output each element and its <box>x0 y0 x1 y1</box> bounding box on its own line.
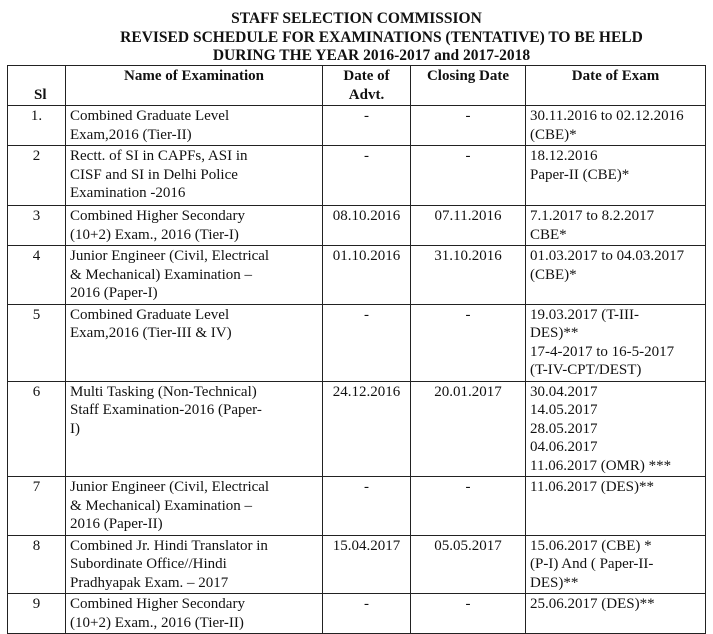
table-row <box>8 146 706 206</box>
doc-subtitle: REVISED SCHEDULE FOR EXAMINATIONS (TENTATIVE) TO BE HELD <box>120 29 643 46</box>
cell-closing: 20.01.2017 <box>411 381 526 477</box>
doc-subtitle-year: DURING THE YEAR 2016-2017 and 2017-2018 <box>212 47 531 64</box>
cell-name: Rectt. of SI in CAPFs, ASI in CISF and SI in Delhi Police Examination -2016 <box>66 146 323 206</box>
header-advt: Date of Advt. <box>323 66 411 106</box>
cell-exam: 11.06.2017 (DES)** <box>526 477 706 536</box>
cell-name: Combined Graduate Level Exam,2016 (Tier-III & IV) <box>66 304 323 381</box>
table-row <box>8 477 706 536</box>
cell-closing: 05.05.2017 <box>411 535 526 594</box>
cell-advt: - <box>323 304 411 381</box>
cell-advt: - <box>323 477 411 536</box>
cell-sl: 4 <box>8 246 66 305</box>
table-row <box>8 246 706 305</box>
header-closing: Closing Date <box>411 66 526 106</box>
cell-sl: 5 <box>8 304 66 381</box>
table-row <box>8 535 706 594</box>
cell-sl: 2 <box>8 146 66 206</box>
cell-advt: 15.04.2017 <box>323 535 411 594</box>
cell-closing: - <box>411 106 526 146</box>
cell-sl: 3 <box>8 206 66 246</box>
table-row <box>8 381 706 477</box>
header-name: Name of Examination <box>66 66 323 106</box>
cell-exam: 25.06.2017 (DES)** <box>526 594 706 634</box>
cell-exam: 15.06.2017 (CBE) * (P-I) And ( Paper-II- DES)** <box>526 535 706 594</box>
cell-exam: 19.03.2017 (T-III- DES)** 17-4-2017 to 16-5-2017 (T-IV-CPT/DEST) <box>526 304 706 381</box>
cell-sl: 1. <box>8 106 66 146</box>
cell-name: Combined Higher Secondary (10+2) Exam., 2016 (Tier-I) <box>66 206 323 246</box>
cell-name: Combined Higher Secondary (10+2) Exam., 2016 (Tier-II) <box>66 594 323 634</box>
cell-sl: 9 <box>8 594 66 634</box>
header-exam: Date of Exam <box>526 66 706 106</box>
cell-name: Combined Jr. Hindi Translator in Subordinate Office//Hindi Pradhyapak Exam. – 2017 <box>66 535 323 594</box>
cell-exam: 18.12.2016 Paper-II (CBE)* <box>526 146 706 206</box>
cell-closing: 07.11.2016 <box>411 206 526 246</box>
cell-name: Junior Engineer (Civil, Electrical & Mechanical) Examination – 2016 (Paper-I) <box>66 246 323 305</box>
cell-exam: 30.04.2017 14.05.2017 28.05.2017 04.06.2017 11.06.2017 (OMR) *** <box>526 381 706 477</box>
cell-name: Combined Graduate Level Exam,2016 (Tier-II) <box>66 106 323 146</box>
cell-advt: - <box>323 594 411 634</box>
cell-sl: 6 <box>8 381 66 477</box>
cell-closing: 31.10.2016 <box>411 246 526 305</box>
cell-closing: - <box>411 594 526 634</box>
cell-exam: 30.11.2016 to 02.12.2016 (CBE)* <box>526 106 706 146</box>
table-header-row <box>8 66 706 106</box>
table-row <box>8 304 706 381</box>
cell-exam: 7.1.2017 to 8.2.2017 CBE* <box>526 206 706 246</box>
cell-name: Junior Engineer (Civil, Electrical & Mechanical) Examination – 2016 (Paper-II) <box>66 477 323 536</box>
table-row <box>8 594 706 634</box>
cell-advt: 08.10.2016 <box>323 206 411 246</box>
cell-closing: - <box>411 146 526 206</box>
doc-title: STAFF SELECTION COMMISSION <box>231 10 482 27</box>
cell-exam: 01.03.2017 to 04.03.2017 (CBE)* <box>526 246 706 305</box>
cell-sl: 7 <box>8 477 66 536</box>
cell-advt: 01.10.2016 <box>323 246 411 305</box>
cell-advt: - <box>323 106 411 146</box>
exam-schedule-table <box>7 65 706 634</box>
cell-closing: - <box>411 477 526 536</box>
header-sl: Sl <box>8 66 66 106</box>
cell-sl: 8 <box>8 535 66 594</box>
cell-closing: - <box>411 304 526 381</box>
cell-advt: 24.12.2016 <box>323 381 411 477</box>
table-row <box>8 206 706 246</box>
cell-advt: - <box>323 146 411 206</box>
cell-name: Multi Tasking (Non-Technical) Staff Examination-2016 (Paper- I) <box>66 381 323 477</box>
table-row <box>8 106 706 146</box>
